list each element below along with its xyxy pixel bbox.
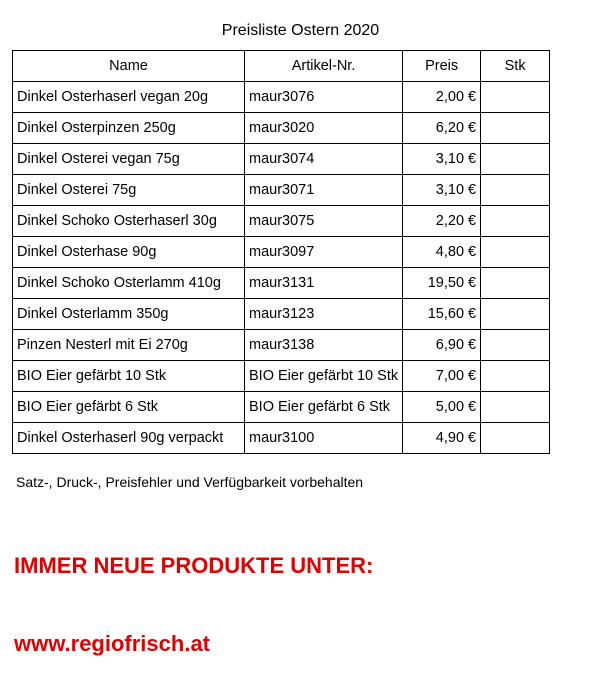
header-price: Preis [403,51,481,82]
quantity-cell[interactable] [481,144,550,175]
product-name: Dinkel Schoko Osterhaserl 30g [13,206,245,237]
quantity-cell[interactable] [481,113,550,144]
product-name: Dinkel Osterhase 90g [13,237,245,268]
article-number: BIO Eier gefärbt 6 Stk [245,392,403,423]
disclaimer: Satz-, Druck-, Preisfehler und Verfügbarkeit vorbehalten [16,474,364,490]
product-name: Dinkel Osterhaserl vegan 20g [13,82,245,113]
product-name: Dinkel Osterlamm 350g [13,299,245,330]
article-number: maur3100 [245,423,403,454]
article-number: maur3076 [245,82,403,113]
table-row [13,330,550,361]
product-name: Dinkel Schoko Osterlamm 410g [13,268,245,299]
article-number: maur3020 [245,113,403,144]
table-row [13,361,550,392]
article-number: maur3071 [245,175,403,206]
table-header-row [13,51,550,82]
price-table [12,50,550,454]
product-name: Dinkel Osterei vegan 75g [13,144,245,175]
price-value: 15,60 € [403,299,481,330]
table-row [13,237,550,268]
product-name: BIO Eier gefärbt 10 Stk [13,361,245,392]
article-number: maur3075 [245,206,403,237]
price-value: 7,00 € [403,361,481,392]
price-value: 6,90 € [403,330,481,361]
price-value: 2,20 € [403,206,481,237]
table-row [13,113,550,144]
table-row [13,175,550,206]
table-row [13,299,550,330]
quantity-cell[interactable] [481,268,550,299]
article-number: maur3123 [245,299,403,330]
promo-heading: IMMER NEUE PRODUKTE UNTER: [14,553,374,578]
price-value: 4,80 € [403,237,481,268]
price-value: 2,00 € [403,82,481,113]
product-name: Dinkel Osterhaserl 90g verpackt [13,423,245,454]
price-value: 3,10 € [403,175,481,206]
header-qty: Stk [481,51,550,82]
price-value: 4,90 € [403,423,481,454]
article-number: maur3138 [245,330,403,361]
quantity-cell[interactable] [481,237,550,268]
table-row [13,82,550,113]
product-name: Dinkel Osterpinzen 250g [13,113,245,144]
page-title: Preisliste Ostern 2020 [221,22,380,39]
price-value: 5,00 € [403,392,481,423]
header-article: Artikel-Nr. [245,51,403,82]
quantity-cell[interactable] [481,361,550,392]
table-row [13,206,550,237]
quantity-cell[interactable] [481,392,550,423]
table-row [13,268,550,299]
price-value: 3,10 € [403,144,481,175]
price-value: 6,20 € [403,113,481,144]
website-link[interactable]: www.regiofrisch.at [14,631,211,656]
table-row [13,423,550,454]
quantity-cell[interactable] [481,82,550,113]
quantity-cell[interactable] [481,206,550,237]
article-number: maur3074 [245,144,403,175]
product-name: Pinzen Nesterl mit Ei 270g [13,330,245,361]
quantity-cell[interactable] [481,175,550,206]
product-name: BIO Eier gefärbt 6 Stk [13,392,245,423]
table-row [13,144,550,175]
article-number: maur3131 [245,268,403,299]
product-name: Dinkel Osterei 75g [13,175,245,206]
price-value: 19,50 € [403,268,481,299]
header-name: Name [13,51,245,82]
table-row [13,392,550,423]
article-number: maur3097 [245,237,403,268]
quantity-cell[interactable] [481,299,550,330]
article-number: BIO Eier gefärbt 10 Stk [245,361,403,392]
quantity-cell[interactable] [481,330,550,361]
quantity-cell[interactable] [481,423,550,454]
